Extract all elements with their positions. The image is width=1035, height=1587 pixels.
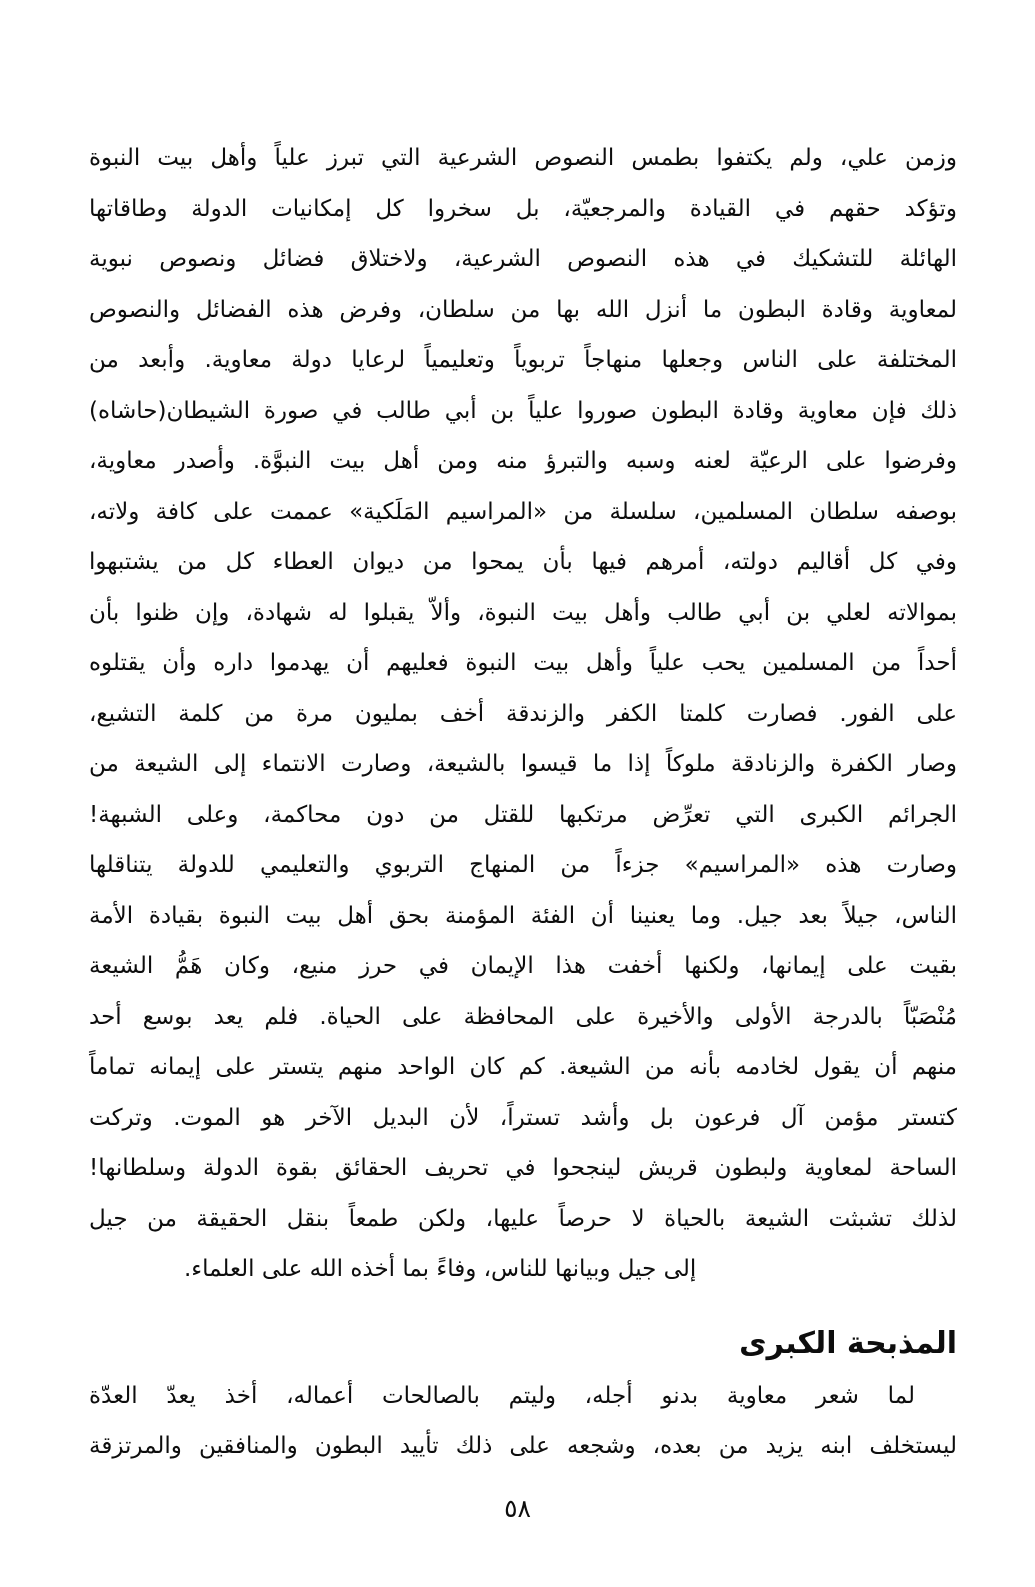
text-line: وزمن علي، ولم يكتفوا بطمس النصوص الشرعية التي تبرز علياً وأهل بيت النبوة — [89, 145, 957, 171]
text-line: كتستر مؤمن آل فرعون بل وأشد تستراً، لأن البديل الآخر هو الموت. وتركت — [89, 1104, 957, 1131]
main-text-block — [89, 133, 957, 1472]
paragraph-last-line: إلى جيل وبيانها للناس، وفاءً بما أخذه الله على العلماء. — [184, 1256, 697, 1282]
paragraph-2 — [89, 1371, 957, 1472]
text-line: بوصفه سلطان المسلمين، سلسلة من «المراسيم المَلَكية» عممت على كافة ولاته، — [89, 498, 957, 525]
text-line: بقيت على إيمانها، ولكنها أخفت هذا الإيمان في حرز منيع، وكان هَمُّ الشيعة — [89, 953, 957, 979]
text-line: منهم أن يقول لخادمه بأنه من الشيعة. كم كان الواحد منهم يتستر على إيمانه تماماً — [89, 1054, 957, 1080]
text-line: مُنْصَبّاً بالدرجة الأولى والأخيرة على المحافظة على الحياة. فلم يعد بوسع أحد — [89, 1003, 957, 1030]
text-line: المختلفة على الناس وجعلها منهاجاً تربوياً وتعليمياً لرعايا دولة معاوية. وأبعد من — [89, 347, 957, 373]
text-line: وصارت هذه «المراسيم» جزءاً من المنهاج التربوي والتعليمي للدولة يتناقلها — [89, 852, 957, 878]
text-line: بموالاته لعلي بن أبي طالب وأهل بيت النبوة، وألاّ يقبلوا له شهادة، وإن ظنوا بأن — [89, 599, 957, 626]
text-line: وفرضوا على الرعيّة لعنه وسبه والتبرؤ منه ومن أهل بيت النبوَّة. وأصدر معاوية، — [89, 448, 957, 474]
text-line: على الفور. فصارت كلمتا الكفر والزندقة أخف بمليون مرة من كلمة التشيع، — [89, 700, 957, 727]
text-line: أحداً من المسلمين يحب علياً وأهل بيت النبوة فعليهم أن يهدموا داره وأن يقتلوه — [89, 650, 957, 676]
text-line: الهائلة للتشكيك في هذه النصوص الشرعية، ولاختلاق فضائل ونصوص نبوية — [89, 246, 957, 272]
text-line: لمعاوية وقادة البطون ما أنزل الله بها من سلطان، وفرض هذه الفضائل والنصوص — [89, 296, 957, 323]
text-line: وصار الكفرة والزنادقة ملوكاً إذا ما قيسوا بالشيعة، وصارت الانتماء إلى الشيعة من — [89, 751, 957, 777]
text-line: ليستخلف ابنه يزيد من بعده، وشجعه على ذلك تأييد البطون والمنافقين والمرتزقة — [89, 1433, 957, 1459]
text-line: الساحة لمعاوية ولبطون قريش لينجحوا في تحريف الحقائق بقوة الدولة وسلطانها! — [89, 1155, 957, 1181]
text-line: ذلك فإن معاوية وقادة البطون صوروا علياً بن أبي طالب في صورة الشيطان(حاشاه) — [89, 397, 957, 424]
text-line: الناس، جيلاً بعد جيل. وما يعنينا أن الفئة المؤمنة بحق أهل بيت النبوة بقيادة الأمة — [89, 902, 957, 929]
text-line: وفي كل أقاليم دولته، أمرهم فيها بأن يمحوا من ديوان العطاء كل من يشتبهوا — [89, 549, 957, 575]
text-line: لما شعر معاوية بدنو أجله، وليتم بالصالحات أعماله، أخذ يعدّ العدّة — [89, 1382, 915, 1409]
text-line: لذلك تشبثت الشيعة بالحياة لا حرصاً عليها، ولكن طمعاً بنقل الحقيقة من جيل — [89, 1205, 957, 1232]
text-line: الجرائم الكبرى التي تعرِّض مرتكبها للقتل من دون محاكمة، وعلى الشبهة! — [89, 801, 957, 828]
paragraph-continuation — [89, 133, 957, 1244]
section-heading: المذبحة الكبرى — [739, 1325, 957, 1361]
text-line: وتؤكد حقهم في القيادة والمرجعيّة، بل سخروا كل إمكانيات الدولة وطاقاتها — [89, 195, 957, 222]
page-number: ٥٨ — [504, 1494, 531, 1523]
